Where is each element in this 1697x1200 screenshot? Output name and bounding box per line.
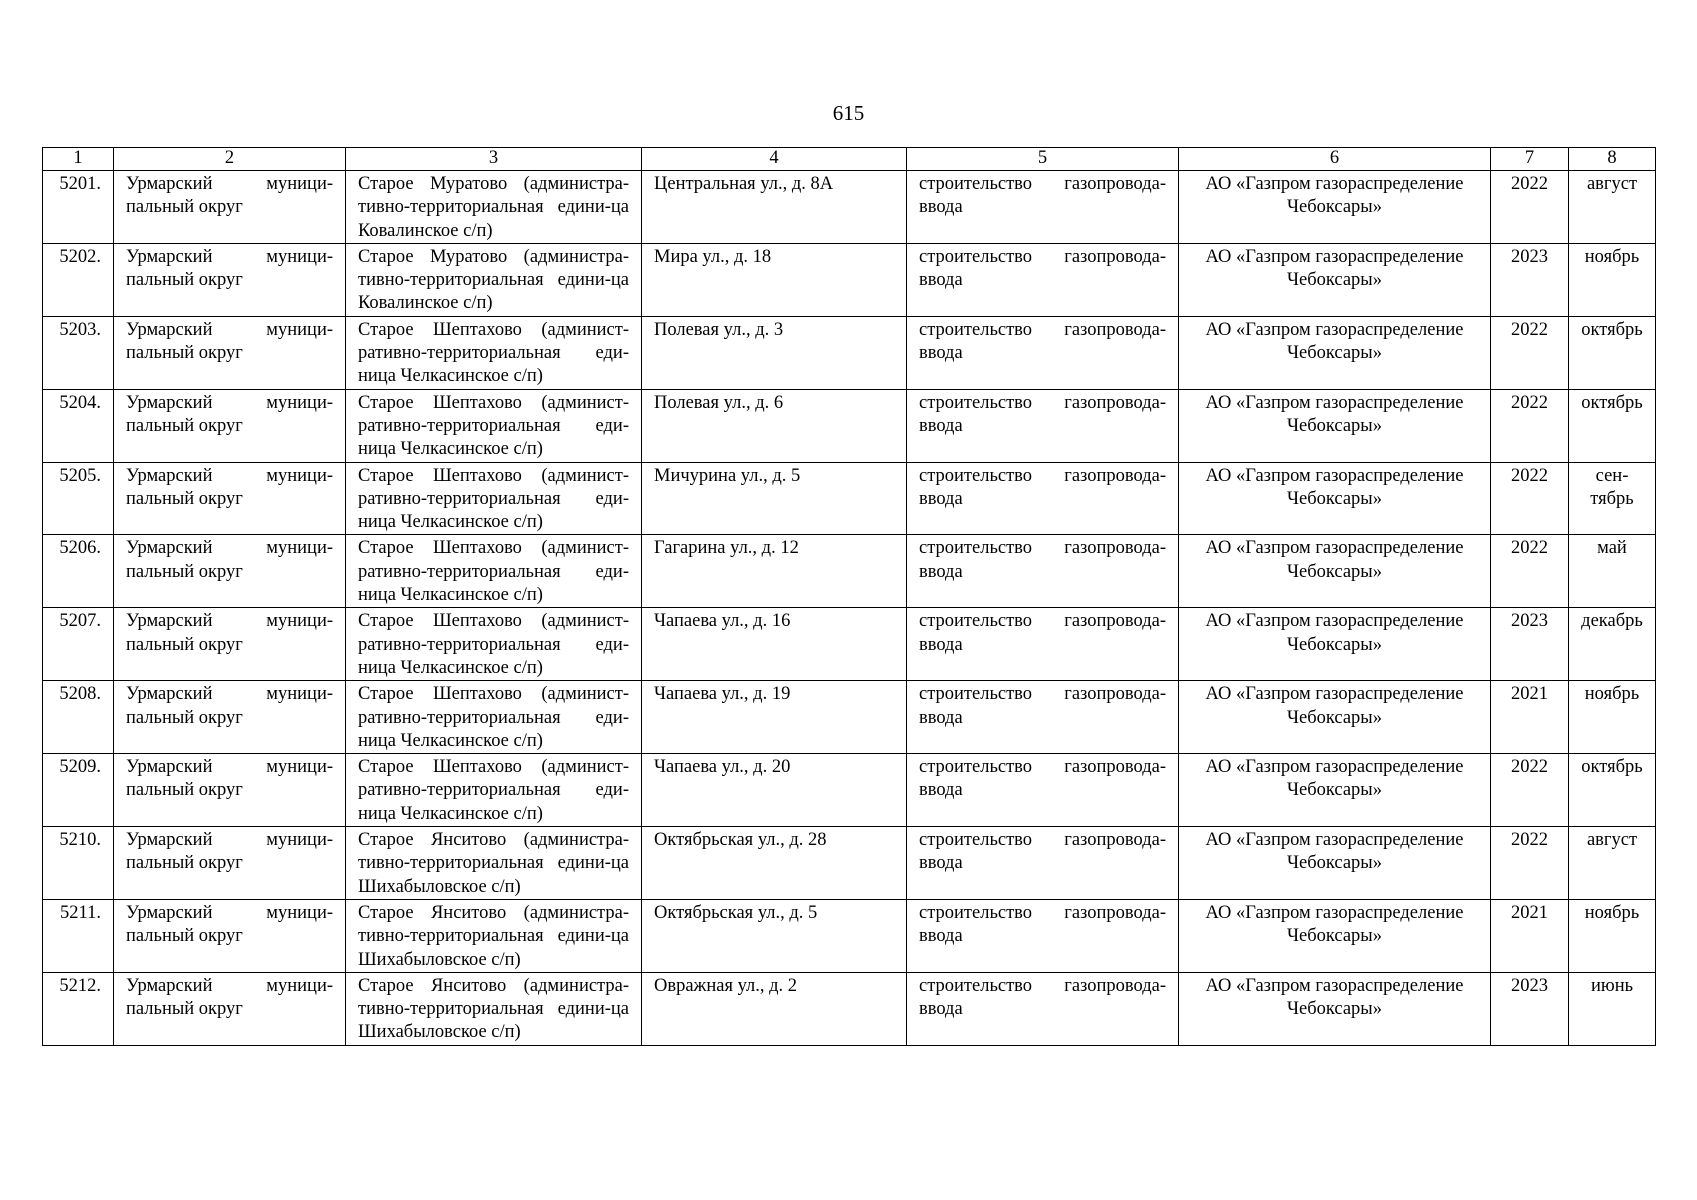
- year-cell: 2021: [1491, 681, 1569, 754]
- table-row: [43, 243, 1656, 316]
- table-row: [43, 899, 1656, 972]
- address-cell: Полевая ул., д. 3: [642, 316, 907, 389]
- month-cell: май: [1569, 535, 1656, 608]
- year-cell: 2022: [1491, 827, 1569, 900]
- organization-cell: АО «Газпром газораспределение Чебоксары»: [1179, 316, 1491, 389]
- row-number-cell: 5207.: [43, 608, 114, 681]
- table-row: [43, 462, 1656, 535]
- table-row: [43, 681, 1656, 754]
- year-cell: 2022: [1491, 316, 1569, 389]
- year-cell: 2023: [1491, 608, 1569, 681]
- month-cell: август: [1569, 827, 1656, 900]
- address-cell: Мичурина ул., д. 5: [642, 462, 907, 535]
- header-cell-4: 4: [642, 148, 907, 171]
- year-cell: 2021: [1491, 899, 1569, 972]
- organization-cell: АО «Газпром газораспределение Чебоксары»: [1179, 535, 1491, 608]
- address-cell: Овражная ул., д. 2: [642, 972, 907, 1045]
- year-cell: 2022: [1491, 535, 1569, 608]
- organization-cell: АО «Газпром газораспределение Чебоксары»: [1179, 389, 1491, 462]
- address-cell: Центральная ул., д. 8А: [642, 171, 907, 244]
- year-cell: 2022: [1491, 171, 1569, 244]
- header-row: [43, 148, 1656, 171]
- locality-cell: Старое Муратово (администра-тивно-территориальная едини-ца Ковалинское с/п): [346, 243, 642, 316]
- address-cell: Чапаева ул., д. 19: [642, 681, 907, 754]
- locality-cell: Старое Шептахово (админист-ративно-территориальная еди-ница Челкасинское с/п): [346, 681, 642, 754]
- district-cell: Урмарский муници-пальный округ: [114, 535, 346, 608]
- month-cell: август: [1569, 171, 1656, 244]
- locality-cell: Старое Янситово (администра-тивно-территориальная едини-ца Шихабыловское с/п): [346, 899, 642, 972]
- locality-cell: Старое Шептахово (админист-ративно-территориальная еди-ница Челкасинское с/п): [346, 535, 642, 608]
- address-cell: Полевая ул., д. 6: [642, 389, 907, 462]
- locality-cell: Старое Шептахово (админист-ративно-территориальная еди-ница Челкасинское с/п): [346, 754, 642, 827]
- table-row: [43, 316, 1656, 389]
- row-number-cell: 5208.: [43, 681, 114, 754]
- row-number-cell: 5211.: [43, 899, 114, 972]
- table-row: [43, 827, 1656, 900]
- row-number-cell: 5212.: [43, 972, 114, 1045]
- table-body: [43, 171, 1656, 1046]
- district-cell: Урмарский муници-пальный округ: [114, 827, 346, 900]
- work-type-cell: строительство газопровода-ввода: [907, 681, 1179, 754]
- header-cell-5: 5: [907, 148, 1179, 171]
- work-type-cell: строительство газопровода-ввода: [907, 754, 1179, 827]
- district-cell: Урмарский муници-пальный округ: [114, 681, 346, 754]
- district-cell: Урмарский муници-пальный округ: [114, 972, 346, 1045]
- table-row: [43, 754, 1656, 827]
- document-table: [42, 147, 1656, 1046]
- month-cell: ноябрь: [1569, 243, 1656, 316]
- work-type-cell: строительство газопровода-ввода: [907, 608, 1179, 681]
- address-cell: Мира ул., д. 18: [642, 243, 907, 316]
- district-cell: Урмарский муници-пальный округ: [114, 171, 346, 244]
- year-cell: 2023: [1491, 243, 1569, 316]
- work-type-cell: строительство газопровода-ввода: [907, 972, 1179, 1045]
- header-cell-7: 7: [1491, 148, 1569, 171]
- row-number-cell: 5209.: [43, 754, 114, 827]
- row-number-cell: 5210.: [43, 827, 114, 900]
- work-type-cell: строительство газопровода-ввода: [907, 899, 1179, 972]
- work-type-cell: строительство газопровода-ввода: [907, 316, 1179, 389]
- address-cell: Октябрьская ул., д. 5: [642, 899, 907, 972]
- locality-cell: Старое Шептахово (админист-ративно-территориальная еди-ница Челкасинское с/п): [346, 389, 642, 462]
- work-type-cell: строительство газопровода-ввода: [907, 462, 1179, 535]
- work-type-cell: строительство газопровода-ввода: [907, 535, 1179, 608]
- district-cell: Урмарский муници-пальный округ: [114, 316, 346, 389]
- district-cell: Урмарский муници-пальный округ: [114, 389, 346, 462]
- month-cell: октябрь: [1569, 389, 1656, 462]
- table-row: [43, 171, 1656, 244]
- work-type-cell: строительство газопровода-ввода: [907, 827, 1179, 900]
- month-cell: октябрь: [1569, 316, 1656, 389]
- year-cell: 2022: [1491, 389, 1569, 462]
- row-number-cell: 5202.: [43, 243, 114, 316]
- month-cell: ноябрь: [1569, 681, 1656, 754]
- organization-cell: АО «Газпром газораспределение Чебоксары»: [1179, 243, 1491, 316]
- district-cell: Урмарский муници-пальный округ: [114, 608, 346, 681]
- organization-cell: АО «Газпром газораспределение Чебоксары»: [1179, 972, 1491, 1045]
- district-cell: Урмарский муници-пальный округ: [114, 899, 346, 972]
- year-cell: 2023: [1491, 972, 1569, 1045]
- table-row: [43, 972, 1656, 1045]
- work-type-cell: строительство газопровода-ввода: [907, 389, 1179, 462]
- organization-cell: АО «Газпром газораспределение Чебоксары»: [1179, 681, 1491, 754]
- address-cell: Чапаева ул., д. 16: [642, 608, 907, 681]
- month-cell: декабрь: [1569, 608, 1656, 681]
- year-cell: 2022: [1491, 754, 1569, 827]
- table-row: [43, 389, 1656, 462]
- year-cell: 2022: [1491, 462, 1569, 535]
- month-cell: сен-тябрь: [1569, 462, 1656, 535]
- month-cell: октябрь: [1569, 754, 1656, 827]
- organization-cell: АО «Газпром газораспределение Чебоксары»: [1179, 462, 1491, 535]
- address-cell: Гагарина ул., д. 12: [642, 535, 907, 608]
- month-cell: ноябрь: [1569, 899, 1656, 972]
- work-type-cell: строительство газопровода-ввода: [907, 243, 1179, 316]
- row-number-cell: 5205.: [43, 462, 114, 535]
- header-cell-2: 2: [114, 148, 346, 171]
- row-number-cell: 5204.: [43, 389, 114, 462]
- page-number: 615: [832, 101, 865, 125]
- table-row: [43, 608, 1656, 681]
- organization-cell: АО «Газпром газораспределение Чебоксары»: [1179, 899, 1491, 972]
- header-cell-8: 8: [1569, 148, 1656, 171]
- header-cell-6: 6: [1179, 148, 1491, 171]
- address-cell: Чапаева ул., д. 20: [642, 754, 907, 827]
- work-type-cell: строительство газопровода-ввода: [907, 171, 1179, 244]
- organization-cell: АО «Газпром газораспределение Чебоксары»: [1179, 754, 1491, 827]
- month-cell: июнь: [1569, 972, 1656, 1045]
- locality-cell: Старое Муратово (администра-тивно-территориальная едини-ца Ковалинское с/п): [346, 171, 642, 244]
- locality-cell: Старое Шептахово (админист-ративно-территориальная еди-ница Челкасинское с/п): [346, 316, 642, 389]
- table-row: [43, 535, 1656, 608]
- locality-cell: Старое Янситово (администра-тивно-территориальная едини-ца Шихабыловское с/п): [346, 972, 642, 1045]
- locality-cell: Старое Шептахово (админист-ративно-территориальная еди-ница Челкасинское с/п): [346, 608, 642, 681]
- table-header: [43, 148, 1656, 171]
- district-cell: Урмарский муници-пальный округ: [114, 462, 346, 535]
- row-number-cell: 5203.: [43, 316, 114, 389]
- locality-cell: Старое Шептахово (админист-ративно-территориальная еди-ница Челкасинское с/п): [346, 462, 642, 535]
- district-cell: Урмарский муници-пальный округ: [114, 243, 346, 316]
- district-cell: Урмарский муници-пальный округ: [114, 754, 346, 827]
- header-cell-1: 1: [43, 148, 114, 171]
- organization-cell: АО «Газпром газораспределение Чебоксары»: [1179, 827, 1491, 900]
- row-number-cell: 5206.: [43, 535, 114, 608]
- header-cell-3: 3: [346, 148, 642, 171]
- locality-cell: Старое Янситово (администра-тивно-территориальная едини-ца Шихабыловское с/п): [346, 827, 642, 900]
- organization-cell: АО «Газпром газораспределение Чебоксары»: [1179, 171, 1491, 244]
- organization-cell: АО «Газпром газораспределение Чебоксары»: [1179, 608, 1491, 681]
- row-number-cell: 5201.: [43, 171, 114, 244]
- address-cell: Октябрьская ул., д. 28: [642, 827, 907, 900]
